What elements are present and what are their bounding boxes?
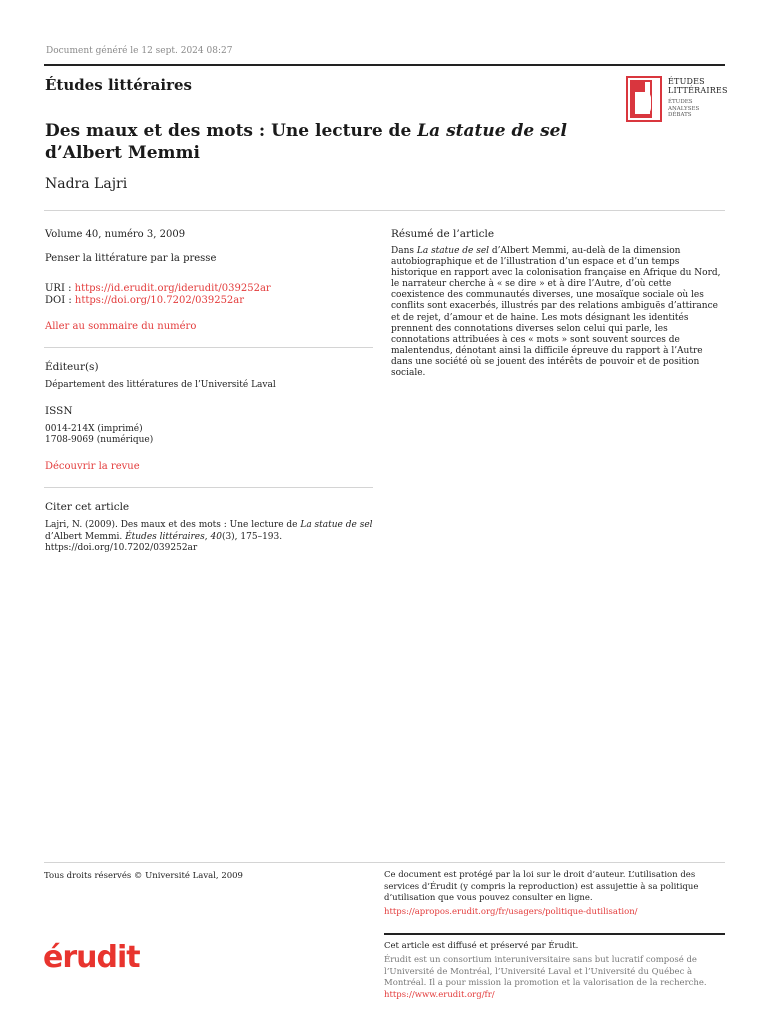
publisher-heading: Éditeur(s): [45, 361, 99, 373]
doi-link[interactable]: https://doi.org/10.7202/039252ar: [74, 295, 245, 306]
issue-theme: Penser la littérature par la presse: [45, 253, 217, 264]
journal-name: Études littéraires: [45, 76, 192, 94]
issn-digital: 1708-9069 (numérique): [45, 435, 154, 445]
logo-mark-icon: [626, 76, 662, 122]
copyright-notice: [384, 870, 724, 918]
footer-rule: [384, 933, 725, 935]
table-of-contents-link[interactable]: Aller au sommaire du numéro: [45, 321, 197, 332]
erudit-website-link[interactable]: https://www.erudit.org/fr/: [384, 989, 495, 1000]
journal-logo: [626, 76, 728, 122]
erudit-logo: érudit: [43, 940, 140, 975]
footer-divider: [44, 862, 725, 863]
generated-date: Document généré le 12 sept. 2024 08:27: [46, 46, 233, 56]
diffusion-description: [384, 955, 724, 1001]
abstract-heading: Résumé de l’article: [391, 228, 495, 240]
article-author: Nadra Lajri: [45, 176, 128, 192]
rights-notice: Tous droits réservés © Université Laval, 2009: [44, 871, 243, 881]
publisher-name: Département des littératures de l’Université Laval: [45, 380, 276, 390]
section-divider: [44, 487, 373, 488]
uri-line: URI : https://id.erudit.org/iderudit/039252ar: [45, 283, 271, 294]
abstract-text: Dans La statue de sel d’Albert Memmi, au-delà de la dimension autobiographique et de l’illustration d’un espace et d’un temps historique en rapport avec la colonisation française en Afrique du Nord, le narrateur cherche à « se dire » et à dire l’Autre, d’où cette coexistence des communautés diverses, une mosaïque sociale où les conflits sont exacerbés, illustrés par des relations ambiguës d’attirance et de rejet, d’amour et de haine. Les mots désignant les identités prennent des connotations diverses selon celui qui parle, les connotations attribuées à ces « mots » sont souvent sources de malentendus, dénotant ainsi la difficile épreuve du rapport à l’Autre dans une société où se jouent des intérêts de pouvoir et de position sociale.: [391, 246, 721, 379]
uri-link[interactable]: https://id.erudit.org/iderudit/039252ar: [74, 283, 271, 294]
logo-text: ÉTUDES LITTÉRAIRES: [668, 77, 728, 95]
issn-print: 0014-214X (imprimé): [45, 424, 143, 434]
logo-subtitle: ÉTUDES ANALYSES DÉBATS: [668, 99, 700, 118]
header-divider: [44, 64, 725, 66]
issn-heading: ISSN: [45, 405, 73, 417]
usage-policy-link[interactable]: https://apropos.erudit.org/fr/usagers/politique-dutilisation/: [384, 906, 638, 917]
section-divider: [44, 210, 725, 211]
copyright-text: Ce document est protégé par la loi sur le droit d’auteur. L’utilisation des services d’Érudit (y compris la reproduction) est assujettie à sa politique d’utilisation que vous pouvez consulter en ligne.: [384, 870, 699, 904]
citation-text: Lajri, N. (2009). Des maux et des mots : Une lecture de La statue de sel d’Albert Memmi. Études littéraires, 40(3), 175–193. https://doi.org/10.7202/039252ar: [45, 520, 373, 553]
article-title: Des maux et des mots : Une lecture de La statue de sel d’Albert Memmi: [45, 121, 567, 163]
section-divider: [44, 347, 373, 348]
discover-journal-link[interactable]: Découvrir la revue: [45, 461, 140, 472]
cite-heading: Citer cet article: [45, 501, 130, 513]
diffusion-text: Érudit est un consortium interuniversitaire sans but lucratif composé de l’Université de Montréal, l’Université Laval et l’Université du Québec à Montréal. Il a pour mission la promotion et la valorisation de la recherche.: [384, 955, 707, 989]
doi-line: DOI : https://doi.org/10.7202/039252ar: [45, 295, 245, 306]
volume-info: Volume 40, numéro 3, 2009: [45, 229, 186, 240]
diffusion-title: Cet article est diffusé et préservé par Érudit.: [384, 941, 579, 951]
